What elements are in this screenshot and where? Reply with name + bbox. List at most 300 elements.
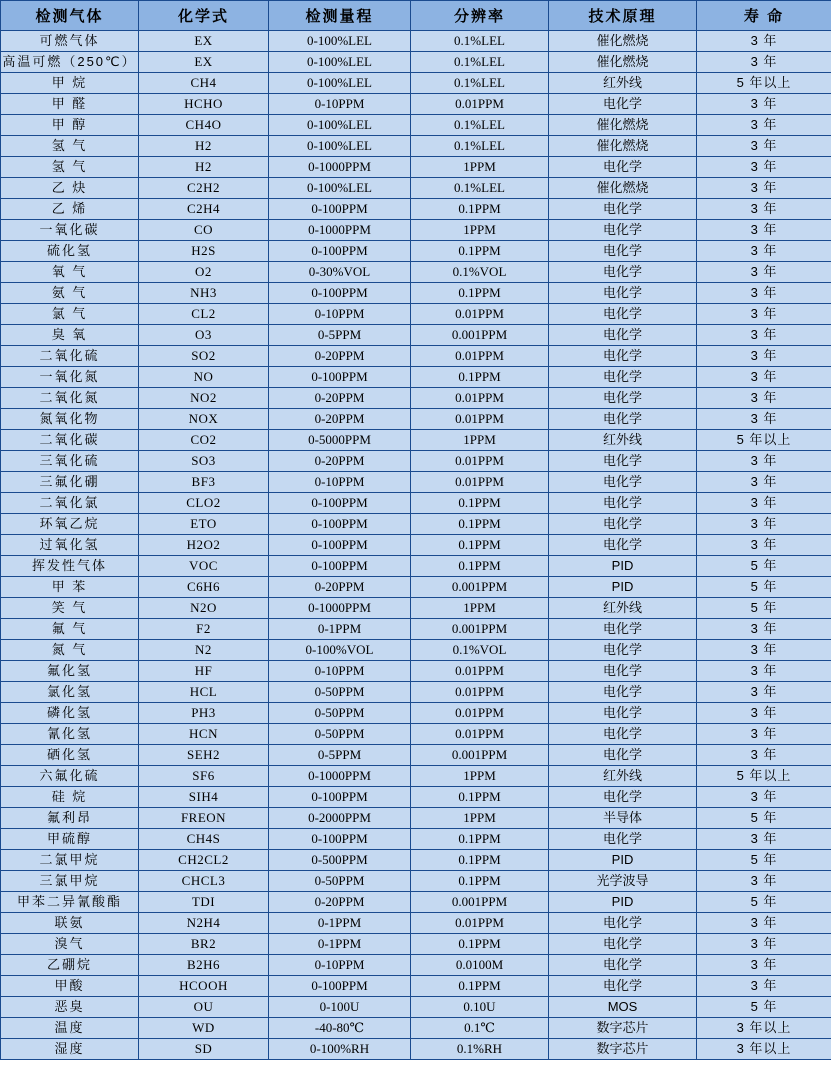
table-row <box>1 724 831 745</box>
cell-lifetime: 3 年 <box>697 220 831 241</box>
cell-lifetime: 3 年 <box>697 535 831 556</box>
cell-range: 0-20PPM <box>269 892 411 913</box>
cell-resolution: 1PPM <box>411 598 549 619</box>
cell-lifetime: 3 年 <box>697 304 831 325</box>
cell-range: 0-100U <box>269 997 411 1018</box>
table-row <box>1 52 831 73</box>
cell-gas: 硅 烷 <box>1 787 139 808</box>
table-row <box>1 262 831 283</box>
cell-gas: 氯化氢 <box>1 682 139 703</box>
cell-lifetime: 3 年 <box>697 409 831 430</box>
table-row <box>1 871 831 892</box>
cell-range: 0-20PPM <box>269 451 411 472</box>
table-row <box>1 136 831 157</box>
cell-lifetime: 3 年 <box>697 388 831 409</box>
cell-principle: 电化学 <box>549 913 697 934</box>
table-row <box>1 367 831 388</box>
column-header-gas: 检测气体 <box>1 1 139 31</box>
cell-lifetime: 5 年以上 <box>697 73 831 94</box>
cell-range: 0-100%LEL <box>269 115 411 136</box>
cell-formula: OU <box>139 997 269 1018</box>
cell-principle: 电化学 <box>549 472 697 493</box>
table-row <box>1 934 831 955</box>
cell-gas: 挥发性气体 <box>1 556 139 577</box>
cell-gas: 温度 <box>1 1018 139 1039</box>
table-header <box>1 1 831 31</box>
cell-formula: CH4S <box>139 829 269 850</box>
cell-principle: PID <box>549 556 697 577</box>
cell-resolution: 1PPM <box>411 157 549 178</box>
cell-resolution: 0.1PPM <box>411 241 549 262</box>
cell-principle: 电化学 <box>549 367 697 388</box>
cell-resolution: 0.1PPM <box>411 934 549 955</box>
cell-resolution: 0.1PPM <box>411 871 549 892</box>
cell-principle: 电化学 <box>549 661 697 682</box>
table-row <box>1 976 831 997</box>
cell-lifetime: 3 年 <box>697 367 831 388</box>
cell-gas: 氰化氢 <box>1 724 139 745</box>
cell-gas: 氢 气 <box>1 157 139 178</box>
column-header-resolution: 分辨率 <box>411 1 549 31</box>
cell-range: 0-100PPM <box>269 199 411 220</box>
cell-lifetime: 3 年以上 <box>697 1039 831 1060</box>
cell-gas: 甲硫醇 <box>1 829 139 850</box>
cell-resolution: 0.1PPM <box>411 367 549 388</box>
cell-lifetime: 3 年 <box>697 640 831 661</box>
table-row <box>1 451 831 472</box>
cell-resolution: 0.1PPM <box>411 199 549 220</box>
cell-principle: 催化燃烧 <box>549 178 697 199</box>
cell-formula: CL2 <box>139 304 269 325</box>
column-header-formula: 化学式 <box>139 1 269 31</box>
cell-range: 0-20PPM <box>269 409 411 430</box>
table-row <box>1 787 831 808</box>
cell-lifetime: 5 年 <box>697 892 831 913</box>
cell-range: 0-100PPM <box>269 535 411 556</box>
cell-lifetime: 3 年 <box>697 955 831 976</box>
cell-resolution: 0.01PPM <box>411 472 549 493</box>
cell-resolution: 0.1%RH <box>411 1039 549 1060</box>
cell-principle: 红外线 <box>549 598 697 619</box>
cell-gas: 环氧乙烷 <box>1 514 139 535</box>
cell-gas: 乙硼烷 <box>1 955 139 976</box>
cell-gas: 氟利昂 <box>1 808 139 829</box>
cell-principle: 红外线 <box>549 430 697 451</box>
cell-lifetime: 3 年 <box>697 745 831 766</box>
table-row <box>1 913 831 934</box>
table-row <box>1 94 831 115</box>
cell-resolution: 1PPM <box>411 430 549 451</box>
cell-lifetime: 3 年 <box>697 514 831 535</box>
cell-principle: 电化学 <box>549 619 697 640</box>
table-row <box>1 661 831 682</box>
cell-formula: CLO2 <box>139 493 269 514</box>
cell-gas: 甲苯二异氰酸酯 <box>1 892 139 913</box>
cell-resolution: 0.01PPM <box>411 682 549 703</box>
cell-principle: 电化学 <box>549 493 697 514</box>
cell-resolution: 0.1PPM <box>411 493 549 514</box>
cell-gas: 甲 苯 <box>1 577 139 598</box>
cell-lifetime: 3 年 <box>697 199 831 220</box>
cell-lifetime: 3 年 <box>697 682 831 703</box>
cell-gas: 三氧化硫 <box>1 451 139 472</box>
cell-principle: 催化燃烧 <box>549 31 697 52</box>
cell-range: 0-100PPM <box>269 283 411 304</box>
cell-resolution: 0.01PPM <box>411 346 549 367</box>
cell-gas: 甲 烷 <box>1 73 139 94</box>
cell-resolution: 1PPM <box>411 766 549 787</box>
cell-gas: 过氧化氢 <box>1 535 139 556</box>
cell-principle: PID <box>549 892 697 913</box>
cell-principle: 电化学 <box>549 955 697 976</box>
cell-lifetime: 3 年 <box>697 661 831 682</box>
cell-gas: 恶臭 <box>1 997 139 1018</box>
cell-lifetime: 5 年 <box>697 577 831 598</box>
table-row <box>1 850 831 871</box>
cell-resolution: 0.1PPM <box>411 514 549 535</box>
cell-principle: 电化学 <box>549 262 697 283</box>
table-row <box>1 577 831 598</box>
cell-gas: 高温可燃（250℃） <box>1 52 139 73</box>
table-row <box>1 640 831 661</box>
cell-lifetime: 3 年 <box>697 724 831 745</box>
cell-gas: 氯 气 <box>1 304 139 325</box>
cell-principle: 催化燃烧 <box>549 136 697 157</box>
table-row <box>1 1018 831 1039</box>
cell-lifetime: 3 年 <box>697 115 831 136</box>
cell-formula: CHCL3 <box>139 871 269 892</box>
column-header-range: 检测量程 <box>269 1 411 31</box>
table-row <box>1 829 831 850</box>
cell-formula: O3 <box>139 325 269 346</box>
cell-formula: PH3 <box>139 703 269 724</box>
cell-gas: 二氯甲烷 <box>1 850 139 871</box>
cell-formula: H2O2 <box>139 535 269 556</box>
cell-lifetime: 3 年 <box>697 31 831 52</box>
cell-formula: BR2 <box>139 934 269 955</box>
cell-resolution: 0.01PPM <box>411 94 549 115</box>
table-row <box>1 31 831 52</box>
table-row <box>1 115 831 136</box>
cell-resolution: 0.1PPM <box>411 283 549 304</box>
cell-gas: 磷化氢 <box>1 703 139 724</box>
cell-resolution: 0.1PPM <box>411 850 549 871</box>
cell-resolution: 0.001PPM <box>411 577 549 598</box>
cell-formula: N2O <box>139 598 269 619</box>
cell-range: 0-100PPM <box>269 787 411 808</box>
cell-principle: 电化学 <box>549 325 697 346</box>
cell-principle: 数字芯片 <box>549 1018 697 1039</box>
cell-range: 0-100PPM <box>269 514 411 535</box>
cell-formula: SD <box>139 1039 269 1060</box>
cell-principle: 半导体 <box>549 808 697 829</box>
cell-range: 0-1000PPM <box>269 157 411 178</box>
cell-principle: MOS <box>549 997 697 1018</box>
cell-principle: 电化学 <box>549 745 697 766</box>
table-row <box>1 766 831 787</box>
cell-gas: 甲酸 <box>1 976 139 997</box>
cell-range: 0-100PPM <box>269 556 411 577</box>
cell-range: 0-20PPM <box>269 577 411 598</box>
cell-formula: BF3 <box>139 472 269 493</box>
cell-resolution: 0.001PPM <box>411 619 549 640</box>
cell-range: 0-1PPM <box>269 934 411 955</box>
cell-gas: 二氧化碳 <box>1 430 139 451</box>
cell-principle: 电化学 <box>549 640 697 661</box>
cell-resolution: 0.01PPM <box>411 388 549 409</box>
cell-range: 0-10PPM <box>269 955 411 976</box>
cell-resolution: 0.1PPM <box>411 829 549 850</box>
cell-formula: SF6 <box>139 766 269 787</box>
table-row <box>1 430 831 451</box>
cell-gas: 氨 气 <box>1 283 139 304</box>
table-header-row <box>1 1 831 31</box>
cell-lifetime: 3 年 <box>697 829 831 850</box>
table-row <box>1 682 831 703</box>
cell-resolution: 0.01PPM <box>411 703 549 724</box>
cell-range: 0-100%LEL <box>269 73 411 94</box>
cell-formula: TDI <box>139 892 269 913</box>
cell-principle: 电化学 <box>549 94 697 115</box>
cell-formula: SO3 <box>139 451 269 472</box>
cell-resolution: 0.1℃ <box>411 1018 549 1039</box>
cell-principle: 电化学 <box>549 283 697 304</box>
cell-range: 0-1000PPM <box>269 598 411 619</box>
cell-formula: B2H6 <box>139 955 269 976</box>
cell-lifetime: 5 年 <box>697 598 831 619</box>
table-row <box>1 892 831 913</box>
cell-range: 0-1000PPM <box>269 766 411 787</box>
cell-formula: N2 <box>139 640 269 661</box>
cell-formula: SO2 <box>139 346 269 367</box>
cell-resolution: 0.1%LEL <box>411 31 549 52</box>
cell-range: 0-100PPM <box>269 493 411 514</box>
cell-principle: 电化学 <box>549 157 697 178</box>
cell-principle: 红外线 <box>549 73 697 94</box>
cell-lifetime: 3 年 <box>697 451 831 472</box>
cell-resolution: 0.1%LEL <box>411 52 549 73</box>
cell-lifetime: 3 年 <box>697 262 831 283</box>
cell-range: 0-100%RH <box>269 1039 411 1060</box>
cell-formula: CH4O <box>139 115 269 136</box>
table-row <box>1 157 831 178</box>
cell-lifetime: 3 年 <box>697 619 831 640</box>
cell-gas: 溴气 <box>1 934 139 955</box>
cell-lifetime: 3 年 <box>697 934 831 955</box>
cell-lifetime: 3 年 <box>697 157 831 178</box>
cell-lifetime: 5 年以上 <box>697 766 831 787</box>
cell-principle: 催化燃烧 <box>549 52 697 73</box>
cell-range: 0-500PPM <box>269 850 411 871</box>
cell-gas: 氟化氢 <box>1 661 139 682</box>
cell-resolution: 0.1PPM <box>411 787 549 808</box>
cell-range: 0-100PPM <box>269 241 411 262</box>
cell-formula: CH2CL2 <box>139 850 269 871</box>
cell-lifetime: 5 年 <box>697 556 831 577</box>
cell-principle: 电化学 <box>549 829 697 850</box>
cell-lifetime: 3 年 <box>697 136 831 157</box>
cell-principle: 电化学 <box>549 514 697 535</box>
cell-formula: N2H4 <box>139 913 269 934</box>
table-row <box>1 304 831 325</box>
cell-gas: 甲 醛 <box>1 94 139 115</box>
cell-principle: PID <box>549 850 697 871</box>
table-row <box>1 346 831 367</box>
cell-range: 0-30%VOL <box>269 262 411 283</box>
cell-resolution: 0.01PPM <box>411 913 549 934</box>
cell-range: 0-10PPM <box>269 661 411 682</box>
cell-range: 0-100PPM <box>269 829 411 850</box>
cell-resolution: 0.1%LEL <box>411 136 549 157</box>
table-row <box>1 220 831 241</box>
cell-lifetime: 3 年 <box>697 472 831 493</box>
cell-gas: 硫化氢 <box>1 241 139 262</box>
cell-formula: SIH4 <box>139 787 269 808</box>
cell-formula: C2H2 <box>139 178 269 199</box>
cell-range: 0-50PPM <box>269 871 411 892</box>
column-header-lifetime: 寿 命 <box>697 1 831 31</box>
cell-gas: 氟 气 <box>1 619 139 640</box>
cell-resolution: 0.1%VOL <box>411 262 549 283</box>
cell-resolution: 0.01PPM <box>411 451 549 472</box>
cell-lifetime: 5 年 <box>697 850 831 871</box>
cell-lifetime: 3 年 <box>697 787 831 808</box>
cell-lifetime: 3 年 <box>697 346 831 367</box>
table-row <box>1 535 831 556</box>
cell-formula: CH4 <box>139 73 269 94</box>
cell-formula: HCOOH <box>139 976 269 997</box>
cell-formula: EX <box>139 31 269 52</box>
cell-gas: 氢 气 <box>1 136 139 157</box>
cell-resolution: 0.10U <box>411 997 549 1018</box>
cell-gas: 二氧化硫 <box>1 346 139 367</box>
cell-resolution: 0.1%LEL <box>411 178 549 199</box>
table-row <box>1 325 831 346</box>
table-row <box>1 1039 831 1060</box>
cell-range: 0-5PPM <box>269 745 411 766</box>
cell-formula: HCL <box>139 682 269 703</box>
cell-gas: 一氧化碳 <box>1 220 139 241</box>
cell-range: 0-10PPM <box>269 94 411 115</box>
cell-formula: NH3 <box>139 283 269 304</box>
cell-principle: 电化学 <box>549 304 697 325</box>
cell-range: 0-50PPM <box>269 724 411 745</box>
cell-range: 0-50PPM <box>269 703 411 724</box>
cell-lifetime: 3 年 <box>697 871 831 892</box>
cell-range: 0-2000PPM <box>269 808 411 829</box>
cell-range: 0-10PPM <box>269 472 411 493</box>
table-row <box>1 556 831 577</box>
cell-resolution: 0.1PPM <box>411 976 549 997</box>
table-row <box>1 73 831 94</box>
cell-lifetime: 5 年 <box>697 997 831 1018</box>
cell-gas: 湿度 <box>1 1039 139 1060</box>
cell-formula: H2 <box>139 136 269 157</box>
cell-lifetime: 3 年 <box>697 493 831 514</box>
cell-formula: WD <box>139 1018 269 1039</box>
cell-resolution: 0.1%VOL <box>411 640 549 661</box>
cell-resolution: 0.001PPM <box>411 745 549 766</box>
cell-resolution: 0.1PPM <box>411 535 549 556</box>
cell-range: 0-100%VOL <box>269 640 411 661</box>
cell-gas: 二氧化氯 <box>1 493 139 514</box>
cell-range: 0-100PPM <box>269 367 411 388</box>
table-row <box>1 472 831 493</box>
cell-resolution: 0.01PPM <box>411 409 549 430</box>
cell-formula: O2 <box>139 262 269 283</box>
cell-principle: 电化学 <box>549 724 697 745</box>
cell-formula: HCHO <box>139 94 269 115</box>
cell-range: 0-5PPM <box>269 325 411 346</box>
cell-resolution: 0.1%LEL <box>411 73 549 94</box>
table-row <box>1 178 831 199</box>
table-row <box>1 409 831 430</box>
table-row <box>1 598 831 619</box>
cell-lifetime: 3 年以上 <box>697 1018 831 1039</box>
cell-gas: 硒化氢 <box>1 745 139 766</box>
column-header-principle: 技术原理 <box>549 1 697 31</box>
table-row <box>1 388 831 409</box>
cell-formula: ETO <box>139 514 269 535</box>
cell-range: 0-100%LEL <box>269 52 411 73</box>
cell-formula: NO <box>139 367 269 388</box>
cell-formula: F2 <box>139 619 269 640</box>
table-row <box>1 745 831 766</box>
cell-principle: 催化燃烧 <box>549 115 697 136</box>
cell-formula: H2 <box>139 157 269 178</box>
cell-resolution: 1PPM <box>411 808 549 829</box>
cell-principle: 电化学 <box>549 682 697 703</box>
cell-resolution: 0.01PPM <box>411 304 549 325</box>
cell-range: 0-100%LEL <box>269 178 411 199</box>
cell-lifetime: 3 年 <box>697 976 831 997</box>
cell-range: 0-20PPM <box>269 346 411 367</box>
cell-lifetime: 3 年 <box>697 94 831 115</box>
cell-gas: 臭 氧 <box>1 325 139 346</box>
cell-gas: 一氧化氮 <box>1 367 139 388</box>
cell-gas: 氧 气 <box>1 262 139 283</box>
cell-lifetime: 3 年 <box>697 703 831 724</box>
cell-range: 0-1PPM <box>269 619 411 640</box>
table-row <box>1 514 831 535</box>
cell-gas: 氮 气 <box>1 640 139 661</box>
cell-gas: 氮氧化物 <box>1 409 139 430</box>
cell-gas: 笑 气 <box>1 598 139 619</box>
cell-range: 0-100PPM <box>269 976 411 997</box>
cell-gas: 乙 炔 <box>1 178 139 199</box>
cell-resolution: 0.001PPM <box>411 892 549 913</box>
cell-lifetime: 3 年 <box>697 913 831 934</box>
cell-principle: 电化学 <box>549 220 697 241</box>
table-row <box>1 241 831 262</box>
cell-gas: 六氟化硫 <box>1 766 139 787</box>
cell-principle: 红外线 <box>549 766 697 787</box>
cell-lifetime: 3 年 <box>697 283 831 304</box>
cell-formula: C2H4 <box>139 199 269 220</box>
cell-resolution: 0.001PPM <box>411 325 549 346</box>
cell-resolution: 0.01PPM <box>411 661 549 682</box>
cell-principle: 电化学 <box>549 409 697 430</box>
cell-principle: 电化学 <box>549 976 697 997</box>
cell-principle: 电化学 <box>549 934 697 955</box>
cell-principle: 数字芯片 <box>549 1039 697 1060</box>
cell-resolution: 0.0100M <box>411 955 549 976</box>
cell-range: 0-100%LEL <box>269 136 411 157</box>
cell-formula: CO2 <box>139 430 269 451</box>
cell-gas: 可燃气体 <box>1 31 139 52</box>
cell-principle: 电化学 <box>549 241 697 262</box>
table-row <box>1 808 831 829</box>
